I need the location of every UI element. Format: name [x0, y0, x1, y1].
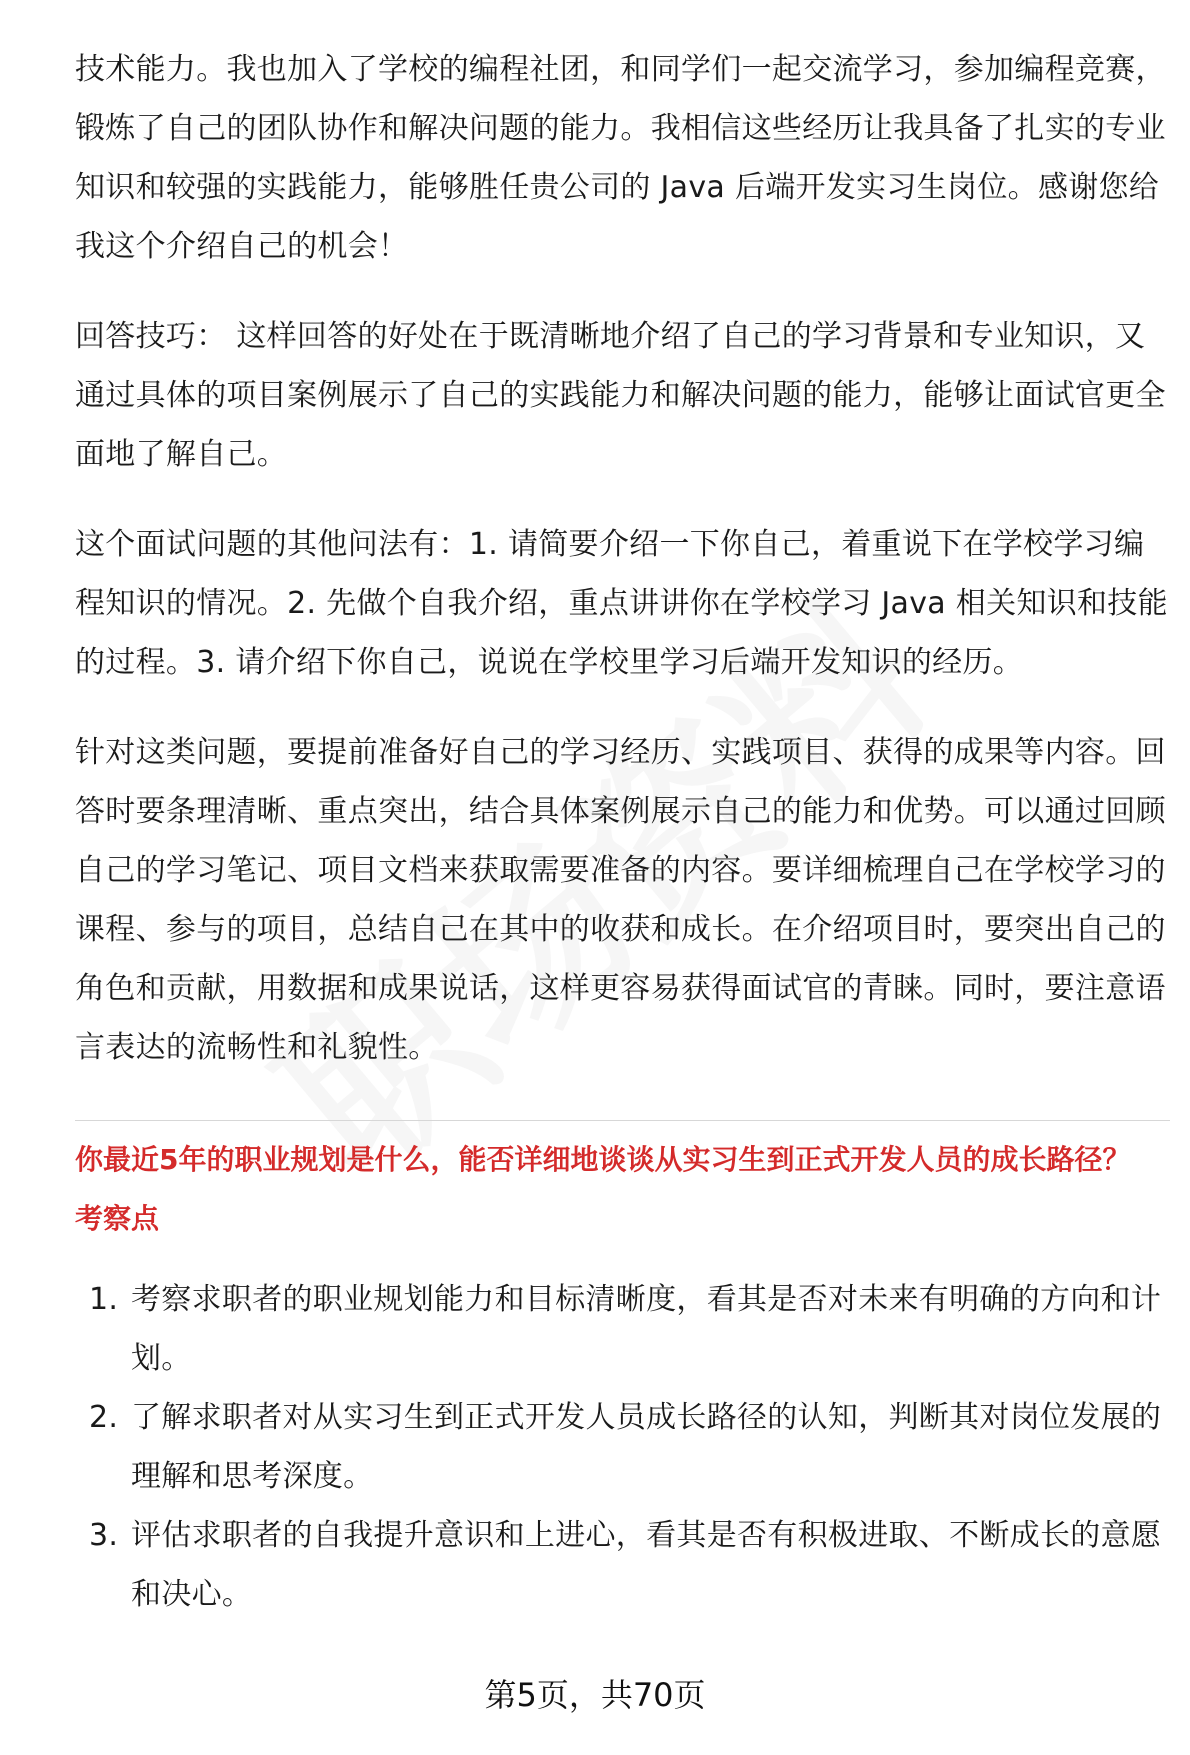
list-item-number: 1.: [89, 1282, 119, 1317]
list-item-text: 评估求职者的自我提升意识和上进心，看其是否有积极进取、不断成长的意愿和决心。: [131, 1518, 1162, 1612]
question-title: 你最近5年的职业规划是什么，能否详细地谈谈从实习生到正式开发人员的成长路径？: [75, 1143, 1131, 1176]
paragraph-preparation-advice: 针对这类问题，要提前准备好自己的学习经历、实践项目、获得的成果等内容。回答时要条理清晰、重点突出，结合具体案例展示自己的能力和优势。可以通过回顾自己的学习笔记、项目文档来获取需要准备的内容。要详细梳理自己在学校学习的课程、参与的项目，总结自己在其中的收获和成长。在介绍项目时，要突出自己的角色和贡献，用数据和成果说话，这样更容易获得面试官的青睐。同时，要注意语言表达的流畅性和礼貌性。: [75, 735, 1166, 1065]
list-item-text: 考察求职者的职业规划能力和目标清晰度，看其是否对未来有明确的方向和计划。: [131, 1282, 1162, 1376]
question-subheading: 考察点: [75, 1202, 160, 1235]
paragraph-answer-tips: 回答技巧： 这样回答的好处在于既清晰地介绍了自己的学习背景和专业知识，又通过具体的项目案例展示了自己的实践能力和解决问题的能力，能够让面试官更全面地了解自己。: [75, 319, 1166, 472]
paragraph-intro-conclusion: 技术能力。我也加入了学校的编程社团，和同学们一起交流学习，参加编程竞赛，锻炼了自己的团队协作和解决问题的能力。我相信这些经历让我具备了扎实的专业知识和较强的实践能力，能够胜任贵公司的 Java 后端开发实习生岗位。感谢您给我这个介绍自己的机会！: [75, 52, 1166, 264]
list-item-number: 2.: [89, 1400, 119, 1435]
list-item-text: 了解求职者对从实习生到正式开发人员成长路径的认知，判断其对岗位发展的理解和思考深度。: [131, 1400, 1162, 1494]
evaluation-points-list: [75, 1270, 1170, 1624]
list-item-number: 3.: [89, 1518, 119, 1553]
document-body: [75, 40, 1170, 1624]
section-divider: [75, 1120, 1170, 1121]
list-item: [75, 1388, 1170, 1506]
list-item: [75, 1270, 1170, 1388]
page-number: 第5页，共70页: [484, 1676, 706, 1714]
paragraph-alternate-questions: 这个面试问题的其他问法有：1. 请简要介绍一下你自己，着重说下在学校学习编程知识的情况。2. 先做个自我介绍，重点讲讲你在学校学习 Java 相关知识和技能的过程。3. 请介绍下你自己，说说在学校里学习后端开发知识的经历。: [75, 527, 1168, 680]
list-item: [75, 1506, 1170, 1624]
